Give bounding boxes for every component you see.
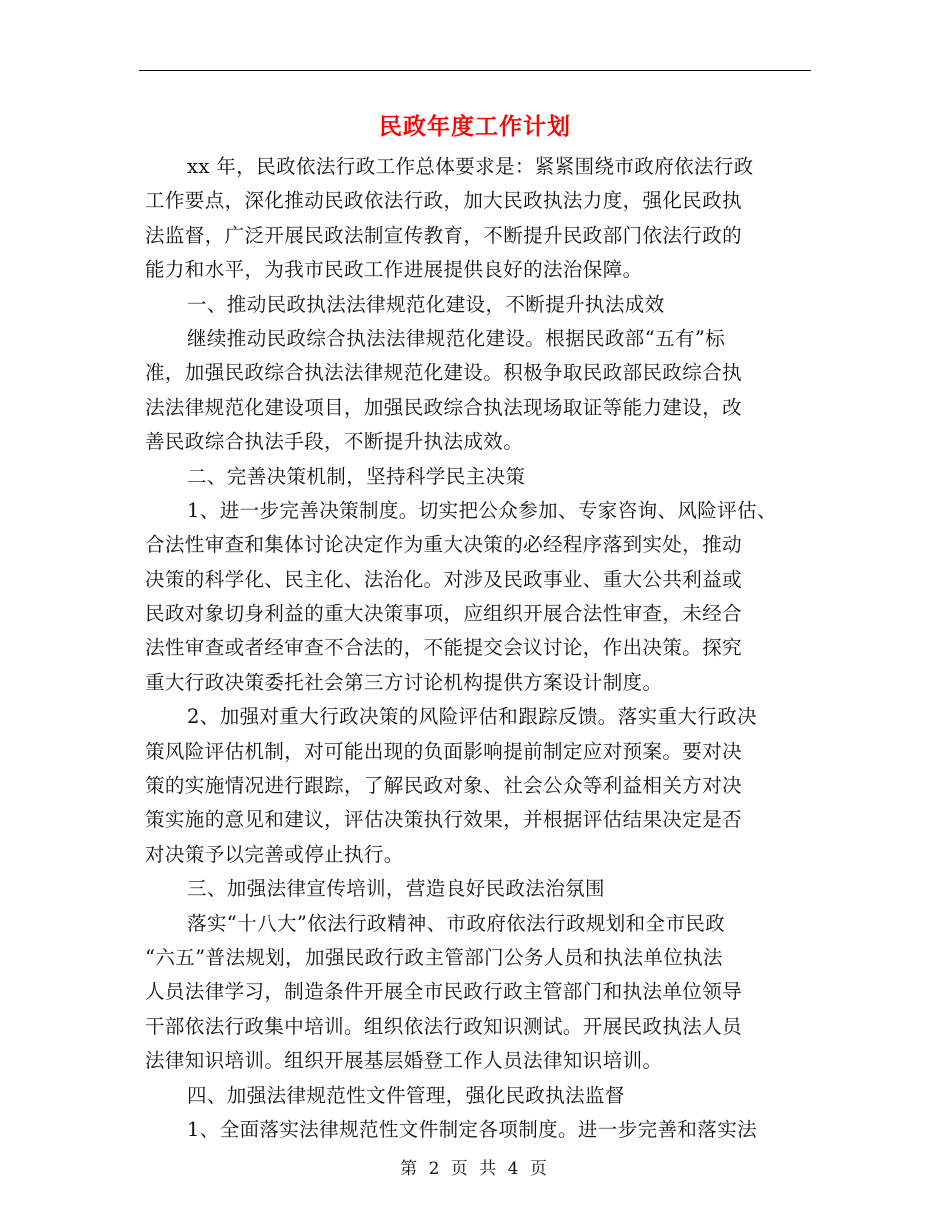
document-body — [145, 150, 825, 1147]
text-line: 二、完善决策机制，坚持科学民主决策 — [187, 464, 526, 488]
text-line: 人员法律学习，制造条件开展全市民政行政主管部门和执法单位领导 — [145, 980, 743, 1004]
text-line: 1、进一步完善决策制度。切实把公众参加、专家咨询、风险评估、 — [187, 498, 777, 522]
text-line: 一、推动民政执法法律规范化建设，不断提升执法成效 — [187, 292, 665, 316]
text-line: 法性审查或者经审查不合法的，不能提交会议讨论，作出决策。探究 — [145, 636, 743, 660]
text-line: “六五”普法规划，加强民政行政主管部门公务人员和执法单位执法 — [145, 945, 723, 969]
text-line: 策风险评估机制，对可能出现的负面影响提前制定应对预案。要对决 — [145, 739, 743, 763]
text-line: 策实施的意见和建议，评估决策执行效果，并根据评估结果决定是否 — [145, 808, 743, 832]
text-line: 准，加强民政综合执法法律规范化建设。积极争取民政部民政综合执 — [145, 361, 743, 385]
text-line: 四、加强法律规范性文件管理，强化民政执法监督 — [187, 1083, 625, 1107]
text-line: 策的实施情况进行跟踪，了解民政对象、社会公众等利益相关方对决 — [145, 774, 743, 798]
text-line: 落实“十八大”依法行政精神、市政府依法行政规划和全市民政 — [187, 911, 726, 935]
text-line: 三、加强法律宣传培训，营造良好民政法治氛围 — [187, 877, 605, 901]
text-line: 善民政综合执法手段，不断提升执法成效。 — [145, 430, 524, 454]
text-line: 能力和水平，为我市民政工作进展提供良好的法治保障。 — [145, 258, 643, 282]
text-line: 法法律规范化建设项目，加强民政综合执法现场取证等能力建设，改 — [145, 395, 743, 419]
header-rule — [139, 70, 811, 71]
text-line: 决策的科学化、民主化、法治化。对涉及民政事业、重大公共利益或 — [145, 567, 743, 591]
text-line: 干部依法行政集中培训。组织依法行政知识测试。开展民政执法人员 — [145, 1014, 743, 1038]
text-line: xx 年，民政依法行政工作总体要求是：紧紧围绕市政府依法行政 — [187, 155, 754, 178]
text-line: 民政对象切身利益的重大决策事项，应组织开展合法性审查，未经合 — [145, 602, 743, 626]
text-line: 工作要点，深化推动民政依法行政，加大民政执法力度，强化民政执 — [145, 189, 743, 213]
text-line: 继续推动民政综合执法法律规范化建设。根据民政部“五有”标 — [187, 326, 726, 350]
text-line: 重大行政决策委托社会第三方讨论机构提供方案设计制度。 — [145, 670, 663, 694]
text-line: 法监督，广泛开展民政法制宣传教育，不断提升民政部门依法行政的 — [145, 223, 743, 247]
document-title: 民政年度工作计划 — [379, 113, 571, 140]
text-line: 法律知识培训。组织开展基层婚登工作人员法律知识培训。 — [145, 1049, 663, 1073]
text-line: 合法性审查和集体讨论决定作为重大决策的必经程序落到实处，推动 — [145, 533, 743, 557]
text-line: 1、全面落实法律规范性文件制定各项制度。进一步完善和落实法 — [187, 1117, 758, 1141]
page-number-footer: 第 2 页 共 4 页 — [400, 1159, 550, 1179]
text-line: 对决策予以完善或停止执行。 — [145, 842, 404, 866]
text-line: 2、加强对重大行政决策的风险评估和跟踪反馈。落实重大行政决 — [187, 705, 758, 729]
